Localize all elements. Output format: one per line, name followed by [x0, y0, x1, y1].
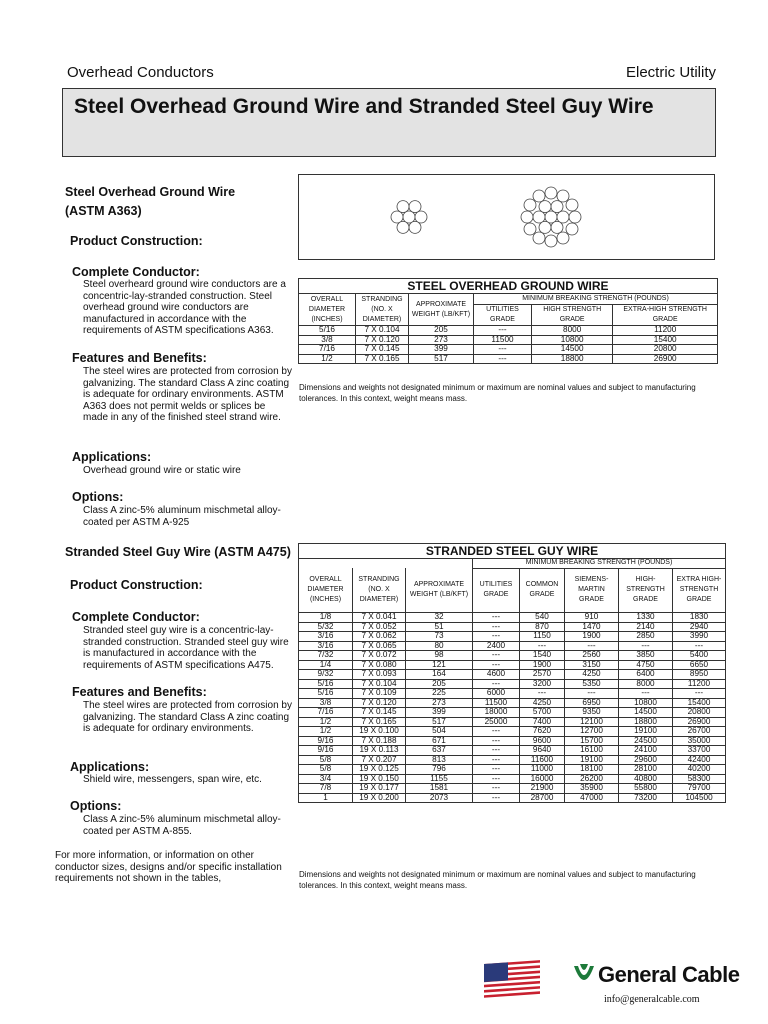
guy-table-cell: 4750	[619, 660, 673, 670]
guy-table-cell: 796	[406, 765, 473, 775]
guy-table-cell: ---	[473, 679, 520, 689]
guy-table-cell: 1470	[565, 622, 619, 632]
guy-table-cell: 7 X 0.165	[353, 717, 406, 727]
ogw-table-title: STEEL OVERHEAD GROUND WIRE	[299, 279, 718, 294]
guy-table-cell: 18800	[619, 717, 673, 727]
guy-table-cell: 7 X 0.052	[353, 622, 406, 632]
guy-table-cell: 19 X 0.177	[353, 784, 406, 794]
guy-table-cell: 3/16	[299, 641, 353, 651]
guy-table-cell: 20800	[673, 708, 726, 718]
guy-table-cell: 637	[406, 746, 473, 756]
guy-table-row	[299, 727, 726, 737]
guy-table-cell: ---	[520, 641, 565, 651]
guy-table-cell: ---	[619, 689, 673, 699]
ogw-col-utilities: UTILITIES GRADE	[474, 305, 532, 326]
guy-table-cell: 225	[406, 689, 473, 699]
guy-table-cell: 12100	[565, 717, 619, 727]
general-cable-logo-icon	[570, 960, 598, 999]
guy-table-cell: 7 X 0.072	[353, 651, 406, 661]
guy-table-cell: 19 X 0.125	[353, 765, 406, 775]
guy-table-cell: 1581	[406, 784, 473, 794]
ogw-table-cell: 7 X 0.165	[356, 354, 409, 364]
guy-table-cell: 8000	[619, 679, 673, 689]
guy-table-row	[299, 613, 726, 623]
category-label: Overhead Conductors	[67, 64, 214, 81]
ogw-complete-conductor-label: Complete Conductor:	[72, 265, 200, 279]
guy-table-cell: 671	[406, 736, 473, 746]
guy-table-cell: 26700	[673, 727, 726, 737]
ogw-table-cell: 10800	[531, 335, 612, 345]
guy-table-cell: 35000	[673, 736, 726, 746]
guy-col-utilities: UTILITIES GRADE	[473, 568, 520, 613]
guy-table-row	[299, 670, 726, 680]
guy-table-cell: 2073	[406, 793, 473, 803]
guy-col-diameter: OVERALL DIAMETER (INCHES)	[299, 568, 353, 613]
guy-table-cell: 1330	[619, 613, 673, 623]
guy-table-cell: 7 X 0.080	[353, 660, 406, 670]
guy-table-cell: ---	[473, 727, 520, 737]
ogw-product-construction: Product Construction:	[70, 234, 203, 248]
strand-cross-section-icon	[299, 175, 714, 259]
guy-table-row	[299, 708, 726, 718]
guy-table-cell: 1900	[565, 632, 619, 642]
ogw-table-cell: 273	[409, 335, 474, 345]
guy-table-cell: 21900	[520, 784, 565, 794]
guy-table-cell: 1155	[406, 774, 473, 784]
us-flag-icon	[484, 960, 540, 998]
guy-table-cell: 24500	[619, 736, 673, 746]
guy-table-cell: 7620	[520, 727, 565, 737]
ogw-col-extra: EXTRA-HIGH STRENGTH GRADE	[613, 305, 718, 326]
guy-table-cell: 2400	[473, 641, 520, 651]
guy-table-cell: 40800	[619, 774, 673, 784]
ogw-table-cell: 18800	[531, 354, 612, 364]
guy-table-cell: 19 X 0.100	[353, 727, 406, 737]
guy-table-cell: 6950	[565, 698, 619, 708]
guy-table-cell: ---	[673, 689, 726, 699]
ogw-table-cell: ---	[474, 354, 532, 364]
guy-table-cell: 7 X 0.104	[353, 679, 406, 689]
ogw-table-cell: 5/16	[299, 326, 356, 336]
guy-complete-conductor-text: Stranded steel guy wire is a concentric-lay-stranded construction. Stranded steel guy wire is manufactured in accordance with the requirements of ASTM specifications A475.	[83, 625, 289, 671]
guy-table-cell: 5/8	[299, 765, 353, 775]
guy-heading: Stranded Steel Guy Wire (ASTM A475)	[65, 545, 291, 559]
guy-table-cell: 1150	[520, 632, 565, 642]
guy-table-cell: 58300	[673, 774, 726, 784]
ogw-col-stranding: STRANDING (NO. X DIAMETER)	[356, 294, 409, 326]
guy-table-row	[299, 793, 726, 803]
guy-table-cell: 7400	[520, 717, 565, 727]
guy-table-cell: 7 X 0.109	[353, 689, 406, 699]
brand-name: General Cable	[598, 962, 740, 987]
strand-cross-section-box	[298, 174, 715, 260]
ogw-complete-conductor-text: Steel overheard ground wire conductors are a concentric-lay-stranded construction. Steel overhead ground wire conductors are manufactured in accordance with the requirements of ASTM specifications A363.	[83, 279, 286, 337]
guy-table-cell: 2570	[520, 670, 565, 680]
guy-table-cell: 7 X 0.207	[353, 755, 406, 765]
guy-table-cell: 26200	[565, 774, 619, 784]
guy-table-cell: 6400	[619, 670, 673, 680]
guy-product-construction: Product Construction:	[70, 578, 203, 592]
guy-table-cell: ---	[565, 641, 619, 651]
guy-table-cell: 28100	[619, 765, 673, 775]
guy-table-cell: 4600	[473, 670, 520, 680]
guy-table-cell: 19100	[619, 727, 673, 737]
guy-table-cell: 11200	[673, 679, 726, 689]
guy-table-cell: ---	[473, 736, 520, 746]
ogw-table-body	[299, 326, 718, 364]
ogw-table-cell: 517	[409, 354, 474, 364]
ogw-options-label: Options:	[72, 490, 124, 504]
guy-table-cell: 7 X 0.188	[353, 736, 406, 746]
guy-table-cell: ---	[520, 689, 565, 699]
guy-table-cell: 517	[406, 717, 473, 727]
guy-table-cell: 18100	[565, 765, 619, 775]
guy-table-body	[299, 613, 726, 803]
guy-table-cell: 2940	[673, 622, 726, 632]
industry-label: Electric Utility	[625, 64, 716, 81]
guy-table-cell: 2140	[619, 622, 673, 632]
guy-table-cell: 3990	[673, 632, 726, 642]
guy-table-cell: 33700	[673, 746, 726, 756]
guy-table-cell: 51	[406, 622, 473, 632]
guy-table-cell: 98	[406, 651, 473, 661]
guy-table-row	[299, 746, 726, 756]
guy-table-cell: 1/2	[299, 717, 353, 727]
ogw-heading	[65, 183, 235, 221]
guy-table-cell: 19100	[565, 755, 619, 765]
guy-table-cell: 399	[406, 708, 473, 718]
ogw-table-cell: 8000	[531, 326, 612, 336]
title-banner	[62, 88, 716, 157]
guy-table-cell: 11500	[473, 698, 520, 708]
ogw-options-text: Class A zinc-5% aluminum mischmetal alloy-coated per ASTM A-925	[83, 505, 281, 528]
ogw-col-weight: APPROXIMATE WEIGHT (LB/KFT)	[409, 294, 474, 326]
ogw-features-label: Features and Benefits:	[72, 351, 207, 365]
guy-table-cell: 504	[406, 727, 473, 737]
guy-table-cell: 870	[520, 622, 565, 632]
ogw-table-cell: 20800	[613, 345, 718, 355]
guy-col-siemens: SIEMENS-MARTIN GRADE	[565, 568, 619, 613]
guy-table-cell: 15400	[673, 698, 726, 708]
guy-table-cell: ---	[473, 613, 520, 623]
guy-table-cell: 5/16	[299, 679, 353, 689]
guy-table-cell: ---	[473, 755, 520, 765]
guy-table-cell: 1900	[520, 660, 565, 670]
guy-table-cell: 15700	[565, 736, 619, 746]
ogw-col-mbs: MINIMUM BREAKING STRENGTH (POUNDS)	[474, 294, 718, 305]
guy-table-cell: 40200	[673, 765, 726, 775]
guy-table-row	[299, 765, 726, 775]
guy-table-cell: ---	[619, 641, 673, 651]
guy-table-cell: 28700	[520, 793, 565, 803]
ogw-table-cell: 11200	[613, 326, 718, 336]
guy-table	[298, 543, 726, 803]
guy-col-weight: APPROXIMATE WEIGHT (LB/KFT)	[406, 568, 473, 613]
guy-table-cell: 6000	[473, 689, 520, 699]
guy-table-cell: 3/16	[299, 632, 353, 642]
guy-table-cell: 7 X 0.120	[353, 698, 406, 708]
guy-table-row	[299, 651, 726, 661]
guy-table-cell: ---	[473, 660, 520, 670]
guy-table-cell: 7 X 0.062	[353, 632, 406, 642]
guy-table-cell: 12700	[565, 727, 619, 737]
page-title: Steel Overhead Ground Wire and Stranded Steel Guy Wire	[74, 95, 654, 118]
guy-table-cell: 121	[406, 660, 473, 670]
guy-table-cell: ---	[473, 765, 520, 775]
guy-table-cell: 1/4	[299, 660, 353, 670]
ogw-col-high: HIGH STRENGTH GRADE	[531, 305, 612, 326]
guy-features-label: Features and Benefits:	[72, 685, 207, 699]
ogw-applications-label: Applications:	[72, 450, 152, 464]
guy-options-text: Class A zinc-5% aluminum mischmetal alloy-coated per ASTM A-855.	[83, 814, 281, 837]
guy-table-cell: 7/32	[299, 651, 353, 661]
guy-table-cell: 9640	[520, 746, 565, 756]
guy-table-row	[299, 689, 726, 699]
guy-complete-conductor-label: Complete Conductor:	[72, 610, 200, 624]
guy-table-cell: 10800	[619, 698, 673, 708]
guy-table-cell: 79700	[673, 784, 726, 794]
guy-table-cell: 4250	[520, 698, 565, 708]
guy-applications-text: Shield wire, messengers, span wire, etc.	[83, 774, 262, 785]
guy-table-cell: 3/4	[299, 774, 353, 784]
guy-table-cell: 5/16	[299, 689, 353, 699]
guy-table-cell: 9600	[520, 736, 565, 746]
guy-table-cell: 55800	[619, 784, 673, 794]
guy-table-cell: 7/16	[299, 708, 353, 718]
guy-table-cell: 1/8	[299, 613, 353, 623]
guy-table-cell: 2850	[619, 632, 673, 642]
guy-table-cell: 19 X 0.150	[353, 774, 406, 784]
guy-table-cell: ---	[473, 746, 520, 756]
guy-table-cell: 813	[406, 755, 473, 765]
guy-table-cell: ---	[473, 784, 520, 794]
guy-table-cell: 11000	[520, 765, 565, 775]
guy-table-cell: 16100	[565, 746, 619, 756]
guy-col-stranding: STRANDING (NO. X DIAMETER)	[353, 568, 406, 613]
guy-table-cell: 25000	[473, 717, 520, 727]
contact-email[interactable]: info@generalcable.com	[604, 994, 700, 1005]
guy-features-text: The steel wires are protected from corrosion by galvanizing. The standard Class A zinc coating is adequate for ordinary environments.	[83, 700, 292, 735]
guy-table-cell: 35900	[565, 784, 619, 794]
guy-table-cell: 32	[406, 613, 473, 623]
ogw-table-row	[299, 354, 718, 364]
guy-table-cell: 18000	[473, 708, 520, 718]
ogw-features-text: The steel wires are protected from corrosion by galvanizing. The standard Class A zinc coating is adequate for ordinary environments. ASTM A363 does not permit welds or splices be made in any of the finished steel strand wire.	[83, 366, 292, 424]
ogw-table-cell: 14500	[531, 345, 612, 355]
guy-table-cell: 5700	[520, 708, 565, 718]
guy-table-cell: 24100	[619, 746, 673, 756]
guy-table-cell: 1540	[520, 651, 565, 661]
guy-table-cell: 80	[406, 641, 473, 651]
guy-table-cell: 273	[406, 698, 473, 708]
ogw-table-cell: 7 X 0.145	[356, 345, 409, 355]
guy-table-cell: 16000	[520, 774, 565, 784]
ogw-table-cell: 205	[409, 326, 474, 336]
guy-table-cell: 3150	[565, 660, 619, 670]
ogw-applications-text: Overhead ground wire or static wire	[83, 465, 241, 476]
guy-table-title: STRANDED STEEL GUY WIRE	[299, 544, 726, 559]
guy-col-common: COMMON GRADE	[520, 568, 565, 613]
guy-table-cell: 47000	[565, 793, 619, 803]
ogw-col-diameter: OVERALL DIAMETER (INCHES)	[299, 294, 356, 326]
ogw-table-cell: 7 X 0.120	[356, 335, 409, 345]
guy-table-cell: 5/8	[299, 755, 353, 765]
ogw-table-cell: 3/8	[299, 335, 356, 345]
guy-table-cell: 7 X 0.065	[353, 641, 406, 651]
guy-table-cell: ---	[473, 622, 520, 632]
guy-table-note: Dimensions and weights not designated minimum or maximum are nominal values and subject to manufacturing tolerances. In this context, weight means mass.	[299, 870, 696, 890]
guy-table-cell: 14500	[619, 708, 673, 718]
guy-table-cell: 73200	[619, 793, 673, 803]
guy-col-high: HIGH-STRENGTH GRADE	[619, 568, 673, 613]
guy-table-cell: ---	[565, 689, 619, 699]
guy-table-cell: 5/32	[299, 622, 353, 632]
guy-table-cell: 540	[520, 613, 565, 623]
ogw-table-cell: ---	[474, 326, 532, 336]
guy-options-label: Options:	[70, 799, 122, 813]
ogw-spec: (ASTM A363)	[65, 204, 142, 218]
guy-header-blank	[299, 559, 473, 569]
ogw-table-cell: 7/16	[299, 345, 356, 355]
guy-table-cell: 19 X 0.200	[353, 793, 406, 803]
guy-table-cell: 104500	[673, 793, 726, 803]
guy-table-cell: 3200	[520, 679, 565, 689]
guy-table-cell: 73	[406, 632, 473, 642]
ogw-table-cell: 7 X 0.104	[356, 326, 409, 336]
guy-table-cell: 1	[299, 793, 353, 803]
ogw-table-row	[299, 326, 718, 336]
guy-table-cell: 1/2	[299, 727, 353, 737]
ogw-table-cell: 1/2	[299, 354, 356, 364]
guy-table-cell: 5400	[673, 651, 726, 661]
ogw-table	[298, 278, 718, 364]
guy-col-mbs: MINIMUM BREAKING STRENGTH (POUNDS)	[473, 559, 726, 569]
guy-table-cell: 3/8	[299, 698, 353, 708]
guy-table-cell: 7 X 0.145	[353, 708, 406, 718]
guy-table-cell: 7/8	[299, 784, 353, 794]
ogw-table-cell: 15400	[613, 335, 718, 345]
guy-table-cell: 5350	[565, 679, 619, 689]
guy-table-cell: ---	[473, 651, 520, 661]
guy-table-cell: 7 X 0.041	[353, 613, 406, 623]
guy-table-cell: 7 X 0.093	[353, 670, 406, 680]
guy-table-cell: 9/32	[299, 670, 353, 680]
guy-table-cell: 1830	[673, 613, 726, 623]
guy-table-cell: 2560	[565, 651, 619, 661]
guy-table-cell: 42400	[673, 755, 726, 765]
guy-table-cell: 29600	[619, 755, 673, 765]
guy-table-cell: ---	[473, 774, 520, 784]
guy-table-cell: ---	[473, 793, 520, 803]
guy-table-cell: ---	[473, 632, 520, 642]
guy-applications-label: Applications:	[70, 760, 150, 774]
more-info-text: For more information, or information on other conductor sizes, designs and/or specific installation requirements not shown in the tables,	[55, 850, 282, 885]
guy-table-cell: 9/16	[299, 736, 353, 746]
guy-table-cell: 6650	[673, 660, 726, 670]
ogw-table-cell: 399	[409, 345, 474, 355]
guy-table-row	[299, 632, 726, 642]
guy-table-cell: 11600	[520, 755, 565, 765]
guy-table-cell: 26900	[673, 717, 726, 727]
guy-table-cell: 8950	[673, 670, 726, 680]
ogw-table-cell: ---	[474, 345, 532, 355]
guy-table-cell: 164	[406, 670, 473, 680]
guy-table-cell: 3850	[619, 651, 673, 661]
ogw-heading-text: Steel Overhead Ground Wire	[65, 185, 236, 199]
guy-table-row	[299, 784, 726, 794]
guy-table-cell: 4250	[565, 670, 619, 680]
guy-col-extra: EXTRA HIGH-STRENGTH GRADE	[673, 568, 726, 613]
ogw-table-row	[299, 345, 718, 355]
guy-table-cell: 19 X 0.113	[353, 746, 406, 756]
guy-table-cell: 9/16	[299, 746, 353, 756]
ogw-table-cell: 26900	[613, 354, 718, 364]
guy-table-cell: 9350	[565, 708, 619, 718]
ogw-table-cell: 11500	[474, 335, 532, 345]
guy-table-cell: ---	[673, 641, 726, 651]
guy-table-cell: 910	[565, 613, 619, 623]
ogw-table-note: Dimensions and weights not designated minimum or maximum are nominal values and subject to manufacturing tolerances. In this context, weight means mass.	[299, 383, 696, 403]
guy-table-cell: 205	[406, 679, 473, 689]
